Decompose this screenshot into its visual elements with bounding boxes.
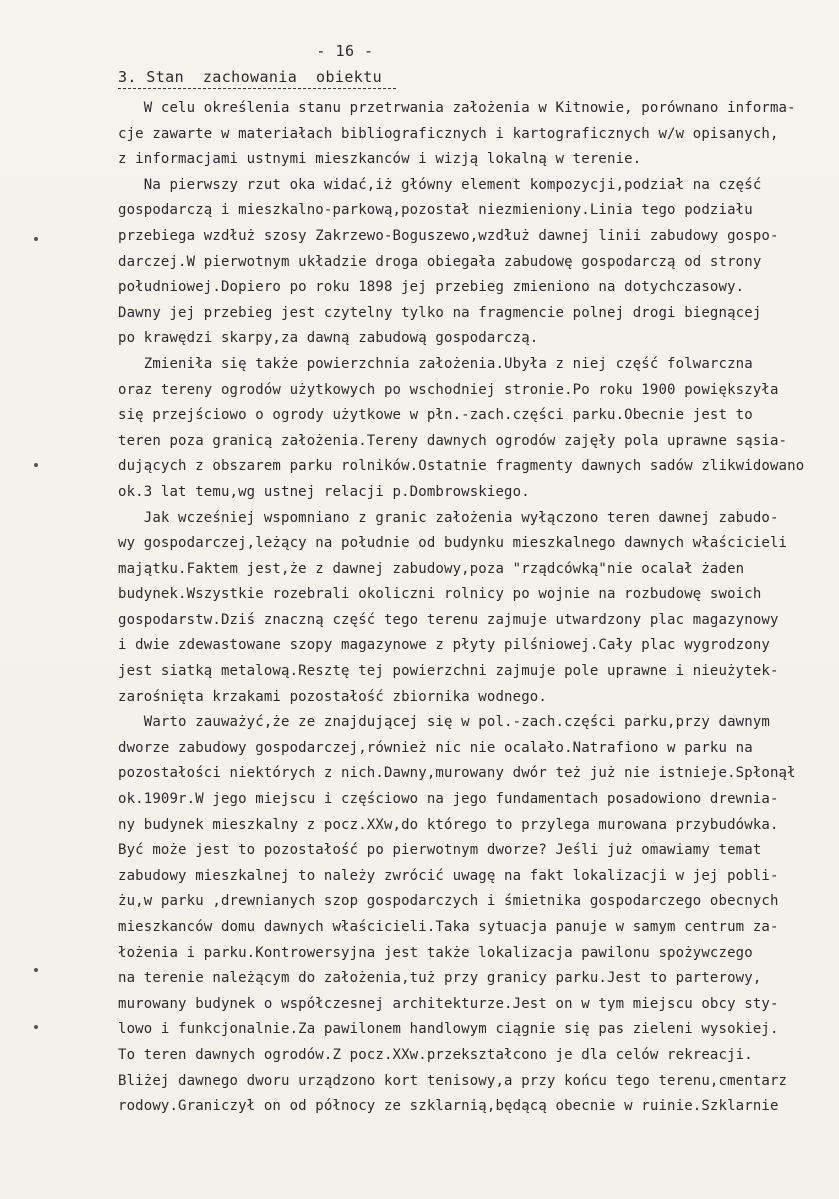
- text-line: po krawędzi skarpy,za dawną zabudową gospodarczą.: [118, 330, 539, 347]
- text-line: murowany budynek o współczesnej architekturze.Jest on w tym miejscu obcy sty-: [118, 995, 779, 1012]
- text-line: z informacjami ustnymi mieszkanców i wizją lokalną w terenie.: [118, 151, 642, 168]
- punch-hole-mark: [34, 968, 38, 972]
- section-title-underline: [118, 88, 396, 89]
- text-line: budynek.Wszystkie rozebrali okoliczni rolnicy po wojnie na rozbudowę swoich: [118, 586, 762, 603]
- punch-hole-mark: [34, 237, 38, 241]
- text-line: pozostałości niektórych z nich.Dawny,murowany dwór też już nie istnieje.Spłonął: [118, 765, 796, 782]
- text-line: wy gospodarczej,leżący na południe od budynku mieszkalnego dawnych właścicieli: [118, 535, 788, 552]
- text-line: Bliżej dawnego dworu urządzono kort tenisowy,a przy końcu tego terenu,cmentarz: [118, 1072, 788, 1089]
- section-title: 3. Stan zachowania obiektu: [118, 68, 383, 86]
- text-line: Być może jest to pozostałość po pierwotnym dworze? Jeśli już omawiamy temat: [118, 842, 762, 859]
- text-line: dworze zabudowy gospodarczej,również nic nie ocalało.Natrafiono w parku na: [118, 739, 753, 756]
- text-line: południowej.Dopiero po roku 1898 jej przebieg zmieniono na dotychczasowy.: [118, 279, 745, 296]
- page-number: - 16 -: [316, 42, 374, 60]
- text-line: ny budynek mieszkalny z pocz.XXw,do którego to przylega murowana przybudówka.: [118, 816, 779, 833]
- text-line: przebiega wzdłuż szosy Zakrzewo-Boguszewo,wzdłuż dawnej linii zabudowy gospo-: [118, 227, 779, 244]
- text-line: cje zawarte w materiałach bibliograficznych i kartograficznych w/w opisanych,: [118, 125, 779, 142]
- text-line: lowo i funkcjonalnie.Za pawilonem handlowym ciągnie się pas zieleni wysokiej.: [118, 1021, 779, 1038]
- text-line: darczej.W pierwotnym układzie droga obiegała zabudowę gospodarczą od strony: [118, 253, 762, 270]
- text-line: ok.3 lat temu,wg ustnej relacji p.Dombrowskiego.: [118, 483, 530, 500]
- text-line: gospodarczą i mieszkalno-parkową,pozostał niezmieniony.Linia tego podziału: [118, 202, 753, 219]
- text-line: i dwie zdewastowane szopy magazynowe z płyty pilśniowej.Cały plac wygrodzony: [118, 637, 770, 654]
- text-line: dujących z obszarem parku rolników.Ostatnie fragmenty dawnych sadów zlikwidowano: [118, 458, 805, 475]
- punch-hole-mark: [34, 1025, 38, 1029]
- text-line: Warto zauważyć,że ze znajdującej się w pol.-zach.części parku,przy dawnym: [118, 714, 770, 731]
- text-line: oraz tereny ogrodów użytkowych po wschodniej stronie.Po roku 1900 powiększyła: [118, 381, 779, 398]
- text-line: zabudowy mieszkalnej to należy zwrócić uwagę na fakt lokalizacji w jej pobli-: [118, 867, 779, 884]
- text-line: gospodarstw.Dziś znaczną część tego terenu zajmuje utwardzony plac magazynowy: [118, 611, 779, 628]
- text-line: żu,w parku ,drewnianych szop gospodarczych i śmietnika gospodarczego obecnych: [118, 893, 779, 910]
- text-line: Dawny jej przebieg jest czytelny tylko na fragmencie polnej drogi biegnącej: [118, 304, 762, 321]
- punch-hole-mark: [34, 463, 38, 467]
- text-line: na terenie należącym do założenia,tuż przy granicy parku.Jest to parterowy,: [118, 970, 762, 987]
- text-line: zarośnięta krzakami pozostałość zbiornika wodnego.: [118, 688, 547, 705]
- text-line: się przejściowo o ogrody użytkowe w płn.-zach.części parku.Obecnie jest to: [118, 407, 753, 424]
- text-line: majątku.Faktem jest,że z dawnej zabudowy,poza "rządcówką"nie ocalał żaden: [118, 560, 745, 577]
- text-line: jest siatką metalową.Resztę tej powierzchni zajmuje pole uprawne i nieużytek-: [118, 663, 779, 680]
- text-line: Jak wcześniej wspomniano z granic założenia wyłączono teren dawnej zabudo-: [118, 509, 779, 526]
- text-line: To teren dawnych ogrodów.Z pocz.XXw.przekształcono je dla celów rekreacji.: [118, 1046, 753, 1063]
- text-line: łożenia i parku.Kontrowersyjna jest także lokalizacja pawilonu spożywczego: [118, 944, 753, 961]
- text-line: W celu określenia stanu przetrwania założenia w Kitnowie, porównano informa-: [118, 100, 796, 116]
- text-line: Zmieniła się także powierzchnia założenia.Ubyła z niej część folwarczna: [118, 355, 753, 372]
- text-line: teren poza granicą założenia.Tereny dawnych ogrodów zajęły pola uprawne sąsia-: [118, 432, 788, 449]
- text-line: rodowy.Graniczył on od północy ze szklarnią,będącą obecnie w ruinie.Szklarnie: [118, 1098, 779, 1115]
- text-line: Na pierwszy rzut oka widać,iż główny element kompozycji,podział na część: [118, 176, 762, 193]
- text-line: mieszkanców domu dawnych właścicieli.Taka sytuacja panuje w samym centrum za-: [118, 919, 779, 935]
- body-text: [118, 96, 805, 1120]
- text-line: ok.1909r.W jego miejscu i częściowo na jego fundamentach posadowiono drewnia-: [118, 791, 779, 808]
